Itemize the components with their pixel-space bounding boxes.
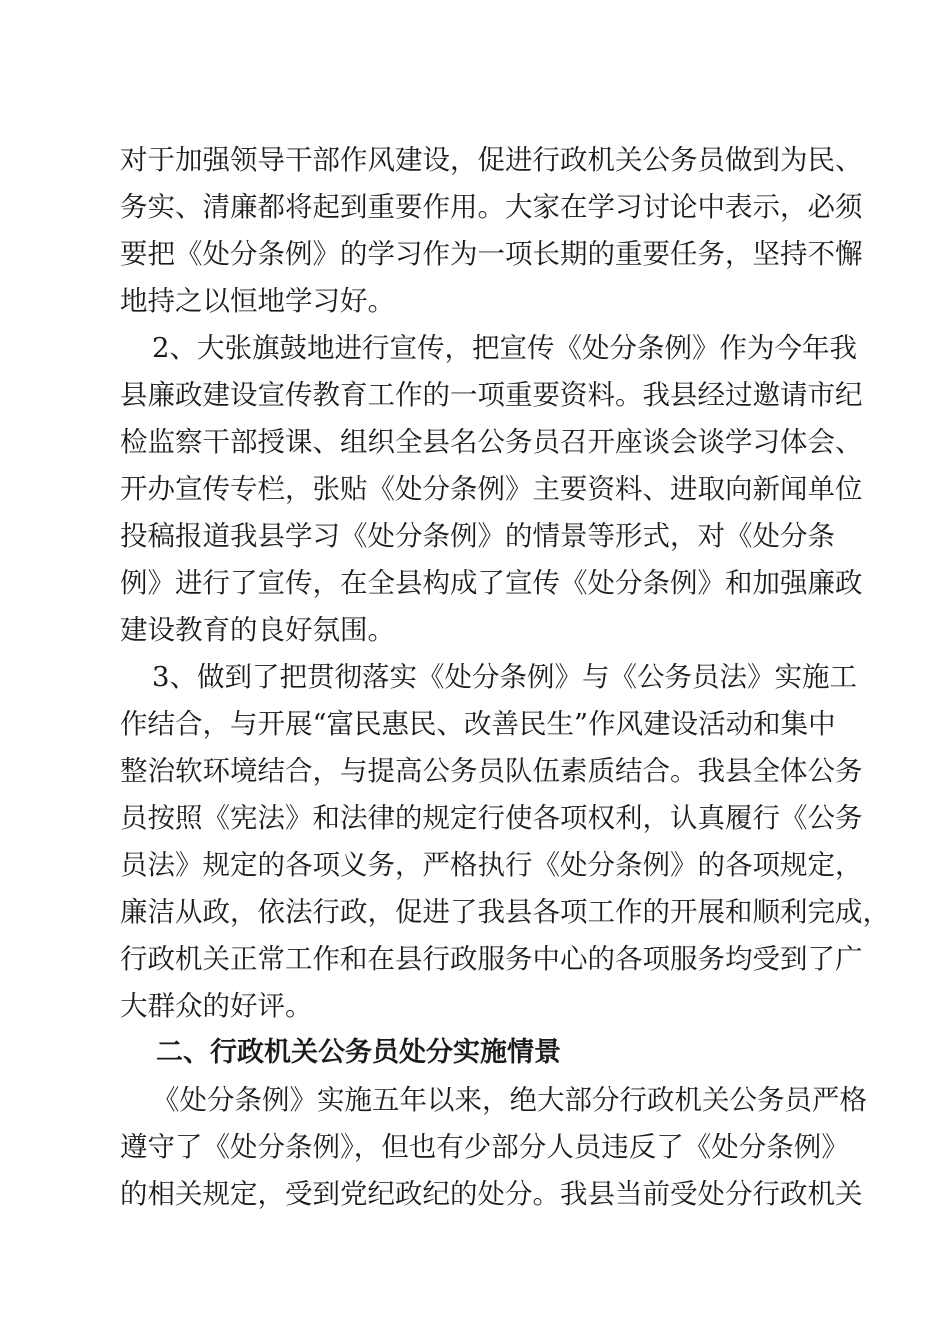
paragraph-line: 务实、清廉都将起到重要作用。大家在学习讨论中表示，必须 xyxy=(120,191,863,223)
paragraph-line: 3、做到了把贯彻落实《处分条例》与《公务员法》实施工 xyxy=(152,661,857,693)
paragraph-line: 对于加强领导干部作风建设，促进行政机关公务员做到为民、 xyxy=(120,144,863,176)
paragraph-line: 检监察干部授课、组织全县名公务员召开座谈会谈学习体会、 xyxy=(120,426,863,458)
paragraph-line: 《处分条例》实施五年以来，绝大部分行政机关公务员严格 xyxy=(152,1084,867,1116)
paragraph-line: 员按照《宪法》和法律的规定行使各项权利，认真履行《公务 xyxy=(120,802,863,834)
paragraph-line: 整治软环境结合，与提高公务员队伍素质结合。我县全体公务 xyxy=(120,755,863,787)
paragraph-line: 遵守了《处分条例》，但也有少部分人员违反了《处分条例》 xyxy=(120,1131,849,1163)
paragraph-line: 建设教育的良好氛围。 xyxy=(120,614,395,646)
section-heading: 二、行政机关公务员处分实施情景 xyxy=(156,1037,561,1068)
paragraph-line: 员法》规定的各项义务，严格执行《处分条例》的各项规定， xyxy=(120,849,863,881)
paragraph-line: 2、大张旗鼓地进行宣传，把宣传《处分条例》作为今年我 xyxy=(152,332,857,364)
paragraph-line: 作结合，与开展“富民惠民、改善民生”作风建设活动和集中 xyxy=(120,708,836,740)
paragraph-line: 县廉政建设宣传教育工作的一项重要资料。我县经过邀请市纪 xyxy=(120,379,863,411)
paragraph-line: 地持之以恒地学习好。 xyxy=(120,285,395,317)
paragraph-line: 要把《处分条例》的学习作为一项长期的重要任务，坚持不懈 xyxy=(120,238,863,270)
paragraph-line: 廉洁从政，依法行政，促进了我县各项工作的开展和顺利完成， xyxy=(120,896,890,928)
paragraph-line: 例》进行了宣传，在全县构成了宣传《处分条例》和加强廉政 xyxy=(120,567,863,599)
paragraph-line: 的相关规定，受到党纪政纪的处分。我县当前受处分行政机关 xyxy=(120,1178,863,1210)
paragraph-line: 投稿报道我县学习《处分条例》的情景等形式，对《处分条 xyxy=(120,520,835,552)
paragraph-line: 行政机关正常工作和在县行政服务中心的各项服务均受到了广 xyxy=(120,943,863,975)
paragraph-line: 大群众的好评。 xyxy=(120,990,313,1022)
paragraph-line: 开办宣传专栏，张贴《处分条例》主要资料、进取向新闻单位 xyxy=(120,473,863,505)
